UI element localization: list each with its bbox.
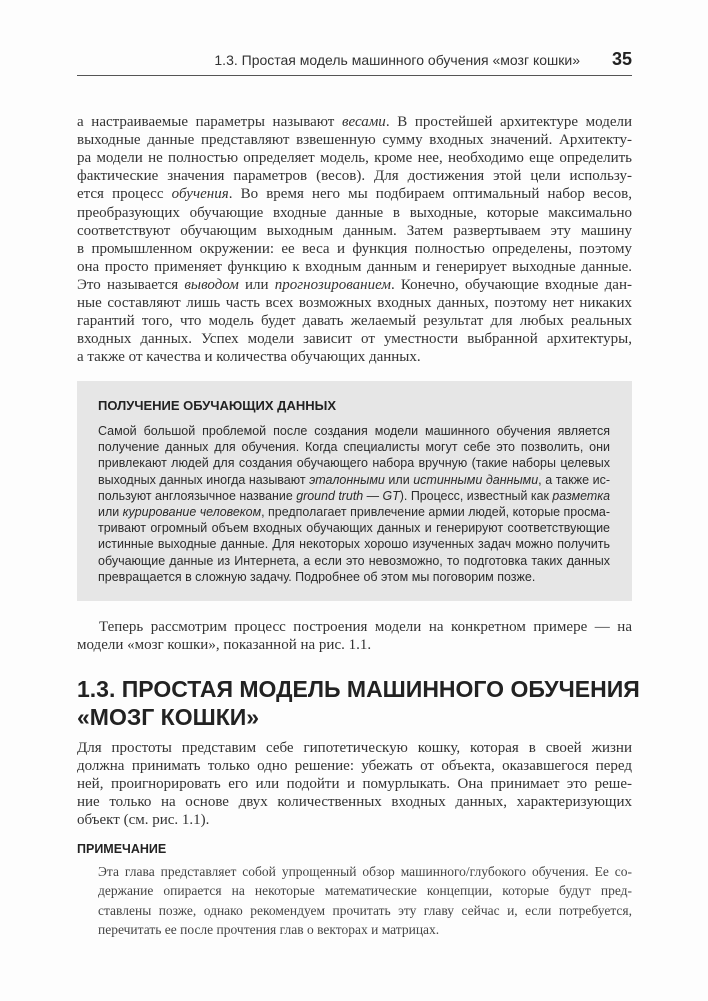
text-segment: ней, проигнорировать его или подойти и помурлыкать. Она принимает это реше- (77, 776, 632, 792)
text-segment: входных данных. Успех модели зависит от уместности выбранной архитектуры, (77, 331, 632, 348)
text-line (77, 812, 632, 830)
text-segment: ется процесс (77, 186, 172, 203)
text-segment: получение данных для обучения. Когда специалисты могут себе это позволить, они (98, 440, 610, 455)
text-segment: Это называется (77, 276, 185, 293)
text-segment: или (384, 472, 414, 487)
note-title: ПРИМЕЧАНИЕ (77, 842, 167, 856)
text-line (77, 168, 632, 186)
text-segment: преобразующих обучающие входные данные в выходные, которые максимально (77, 204, 632, 221)
text-line (77, 349, 632, 367)
italic-term: истинными данными (413, 472, 539, 487)
text-line (77, 758, 632, 776)
text-segment: ние только на основе двух количественных входных данных, характеризующих (77, 794, 632, 810)
text-segment: тривают огромный объем входных обучающих данных и генерируют соответствующие (98, 521, 610, 536)
text-segment: соответствуют обучающим выходным данным. Затем развертываем эту машину (77, 222, 632, 239)
text-segment: . Конечно, обучающие входные дан- (390, 276, 632, 293)
text-segment: модели «мозг кошки», показанной на рис. 1.1. (77, 637, 372, 653)
italic-term: прогнозированием (274, 276, 391, 293)
text-segment: она просто применяет функцию к входным данным и генерирует выходные данные. (77, 258, 632, 275)
text-line (77, 114, 632, 132)
text-line (77, 150, 632, 168)
text-segment: гарантий того, что модель будет давать желаемый результат для любых реальных (77, 313, 632, 330)
text-segment: ставлены позже, однако рекомендуем прочитать эту главу сейчас и, если потребуется, (98, 902, 632, 918)
text-segment: ные составляют лишь часть всех возможных входных данных, поэтому нет никаких (77, 295, 632, 311)
text-line (77, 740, 632, 758)
text-segment: истинные выходные данные. Для некоторых хорошо изученных задач можно получить (98, 537, 610, 552)
text-line (98, 570, 610, 588)
text-segment: или (98, 505, 123, 519)
page-number: 35 (611, 49, 632, 69)
text-line (77, 794, 632, 812)
text-segment: объект (см. рис. 1.1). (77, 812, 210, 828)
text-segment: пользуют англоязычное название (98, 488, 297, 503)
text-line (77, 259, 632, 277)
text-line (77, 313, 632, 331)
text-line (77, 295, 632, 313)
text-line (77, 186, 632, 204)
text-segment: держание опирается на некоторые математические концепции, которые будут пред- (98, 883, 632, 899)
running-title: 1.3. Простая модель машинного обучения «мозг кошки» (214, 52, 580, 68)
text-segment: должна принимать только одно решение: убежать от объекта, оказавшегося перед (77, 758, 632, 774)
header-rule (77, 75, 632, 76)
text-segment: обучающие данные из Интернета, а если это невозможно, то подготовка таких данных (98, 553, 610, 568)
text-segment: в промышленном окружении: ее веса и функция полностью определены, поэтому (77, 240, 632, 257)
italic-term: обучения (171, 186, 229, 203)
text-segment: Для простоты представим себе гипотетическую кошку, которая в своей жизни (77, 740, 632, 756)
text-segment: ). Процесс, известный как (399, 488, 553, 503)
text-segment: или (238, 276, 275, 293)
text-segment: а также от качества и количества обучающих данных. (77, 349, 421, 366)
italic-term: весами (341, 114, 386, 130)
text-segment: фактические значения параметров (весов). Для достижения этой цели использу- (77, 168, 632, 185)
text-line (98, 903, 632, 921)
text-line (77, 241, 632, 259)
text-line (98, 922, 632, 940)
text-line (99, 619, 632, 637)
text-line (77, 637, 632, 655)
text-line (77, 205, 632, 223)
text-line (98, 883, 632, 901)
text-segment: превращается в сложную задачу. Подробнее об этом мы поговорим позже. (98, 569, 536, 584)
text-segment: Теперь рассмотрим процесс построения модели на конкретном примере — на (99, 619, 632, 635)
text-segment: ра модели не полностью определяет модель, кроме нее, необходимо еще определить (77, 150, 632, 167)
text-segment: Эта глава представляет собой упрощенный обзор машинного/глубокого обучения. Ее со- (98, 864, 632, 879)
section-heading-line2: «МОЗГ КОШКИ» (77, 704, 260, 730)
text-line (77, 132, 632, 150)
text-segment: . В простейшей архитектуре модели (385, 114, 632, 130)
text-line (77, 277, 632, 295)
text-line (98, 864, 632, 882)
text-line (77, 223, 632, 241)
text-segment: а настраиваемые параметры называют (77, 114, 342, 130)
text-segment: , а также ис- (538, 472, 610, 487)
text-segment: Самой большой проблемой после создания модели машинного обучения является (98, 424, 610, 438)
section-heading-line1: 1.3. ПРОСТАЯ МОДЕЛЬ МАШИННОГО ОБУЧЕНИЯ (77, 676, 640, 702)
italic-term: ground truth — GT (296, 488, 400, 503)
italic-term: эталонными (309, 472, 385, 487)
text-segment: перечитать ее после прочтения глав о векторах и матрицах. (98, 921, 440, 937)
text-segment: привлекают людей для создания обучающего набора вручную (такие наборы целевых (98, 456, 610, 471)
italic-term: курирование человеком (122, 505, 262, 519)
text-segment: , предполагает привлечение армии людей, которые просма- (261, 505, 610, 519)
italic-term: выводом (184, 276, 239, 293)
text-segment: выходных данных иногда называют (98, 472, 310, 487)
text-line (77, 776, 632, 794)
italic-term: разметка (552, 488, 610, 503)
text-line (77, 331, 632, 349)
text-segment: выходные данные представляют взвешенную сумму входных значений. Архитекту- (77, 132, 632, 149)
sidebar-box-title: ПОЛУЧЕНИЕ ОБУЧАЮЩИХ ДАННЫХ (98, 398, 337, 413)
text-segment: . Во время него мы подбираем оптимальный набор весов, (228, 186, 632, 203)
